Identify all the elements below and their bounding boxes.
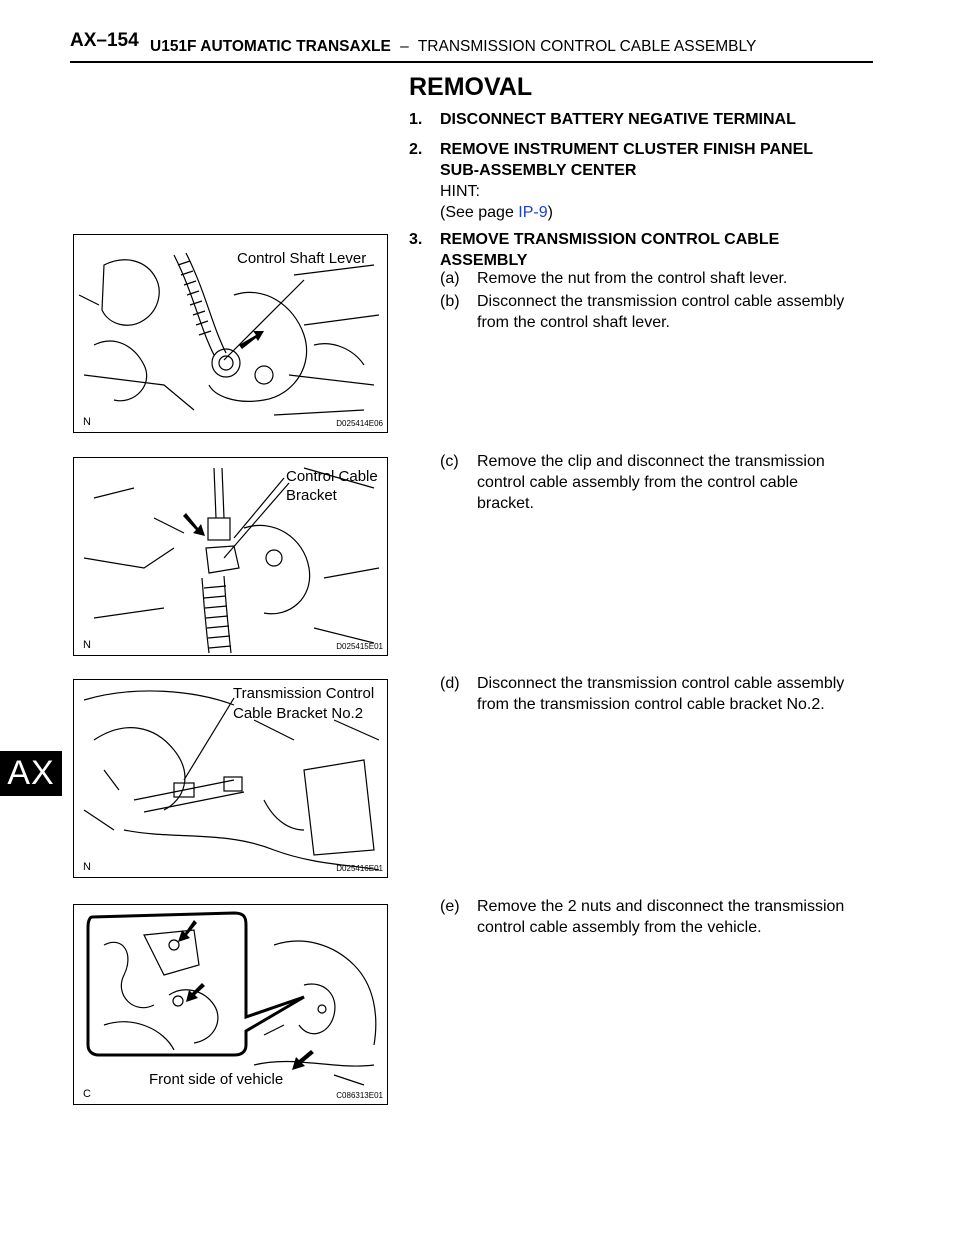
substep-text: Disconnect the transmission control cable assembly xyxy=(477,293,845,310)
figure-letter: C xyxy=(83,1088,91,1100)
header-title-separator: – xyxy=(400,38,409,55)
substep-label: (c) xyxy=(440,453,459,470)
substep-text: Remove the clip and disconnect the transmission xyxy=(477,453,825,470)
step-number: 3. xyxy=(409,231,423,248)
figure-label: Cable Bracket No.2 xyxy=(233,705,364,722)
figure-control-cable-bracket xyxy=(73,457,388,656)
step-number: 2. xyxy=(409,141,423,158)
step-text: SUB-ASSEMBLY CENTER xyxy=(440,162,637,179)
substep-text: from the control shaft lever. xyxy=(477,314,670,331)
substep-text: Remove the nut from the control shaft lever. xyxy=(477,270,788,287)
substep-text: from the transmission control cable bracket No.2. xyxy=(477,696,825,713)
figure-control-shaft-lever xyxy=(73,234,388,433)
substep-label: (d) xyxy=(440,675,460,692)
figure-code: D025416E01 xyxy=(336,864,383,873)
section-side-tab: AX xyxy=(0,751,62,796)
see-page-link[interactable]: IP-9 xyxy=(518,204,548,221)
figure-code: D025414E06 xyxy=(336,419,383,428)
see-page-prefix: (See page xyxy=(440,204,519,221)
figure-control-cable-bracket-no2 xyxy=(73,679,388,878)
figure-label: Front side of vehicle xyxy=(149,1071,284,1088)
section-heading: REMOVAL xyxy=(409,73,533,101)
step-number: 1. xyxy=(409,111,423,128)
header-title-bold: U151F AUTOMATIC TRANSAXLE xyxy=(150,38,391,55)
step-text: REMOVE TRANSMISSION CONTROL CABLE xyxy=(440,231,780,248)
see-page-reference xyxy=(440,202,553,223)
header-title xyxy=(150,38,756,56)
header-title-rest: TRANSMISSION CONTROL CABLE ASSEMBLY xyxy=(417,38,757,55)
figure-letter: N xyxy=(83,416,91,428)
substep-text: control cable assembly from the vehicle. xyxy=(477,919,762,936)
step-text: DISCONNECT BATTERY NEGATIVE TERMINAL xyxy=(440,111,796,128)
figure-label: Control Cable xyxy=(286,468,378,485)
substep-label: (a) xyxy=(440,270,460,287)
substep-label: (e) xyxy=(440,898,460,915)
figure-front-side-of-vehicle xyxy=(73,904,388,1105)
figure-letter: N xyxy=(83,861,91,873)
figure-code: D025415E01 xyxy=(336,642,383,651)
figure-code: C086313E01 xyxy=(336,1091,383,1100)
figure-illustration xyxy=(74,458,387,655)
figure-label: Transmission Control xyxy=(233,685,375,702)
hint-label: HINT: xyxy=(440,183,480,200)
substep-text: Disconnect the transmission control cable assembly xyxy=(477,675,845,692)
substep-text: Remove the 2 nuts and disconnect the transmission xyxy=(477,898,845,915)
step-text: REMOVE INSTRUMENT CLUSTER FINISH PANEL xyxy=(440,141,814,158)
substep-text: control cable assembly from the control cable xyxy=(477,474,799,491)
header-rule xyxy=(70,61,873,63)
see-page-suffix: ) xyxy=(547,204,553,221)
substep-text: bracket. xyxy=(477,495,534,512)
step-text: ASSEMBLY xyxy=(440,252,528,269)
figure-label: Bracket xyxy=(286,487,337,504)
page-number: AX–154 xyxy=(70,30,139,51)
substep-label: (b) xyxy=(440,293,460,310)
figure-letter: N xyxy=(83,639,91,651)
figure-label: Control Shaft Lever xyxy=(237,250,367,267)
